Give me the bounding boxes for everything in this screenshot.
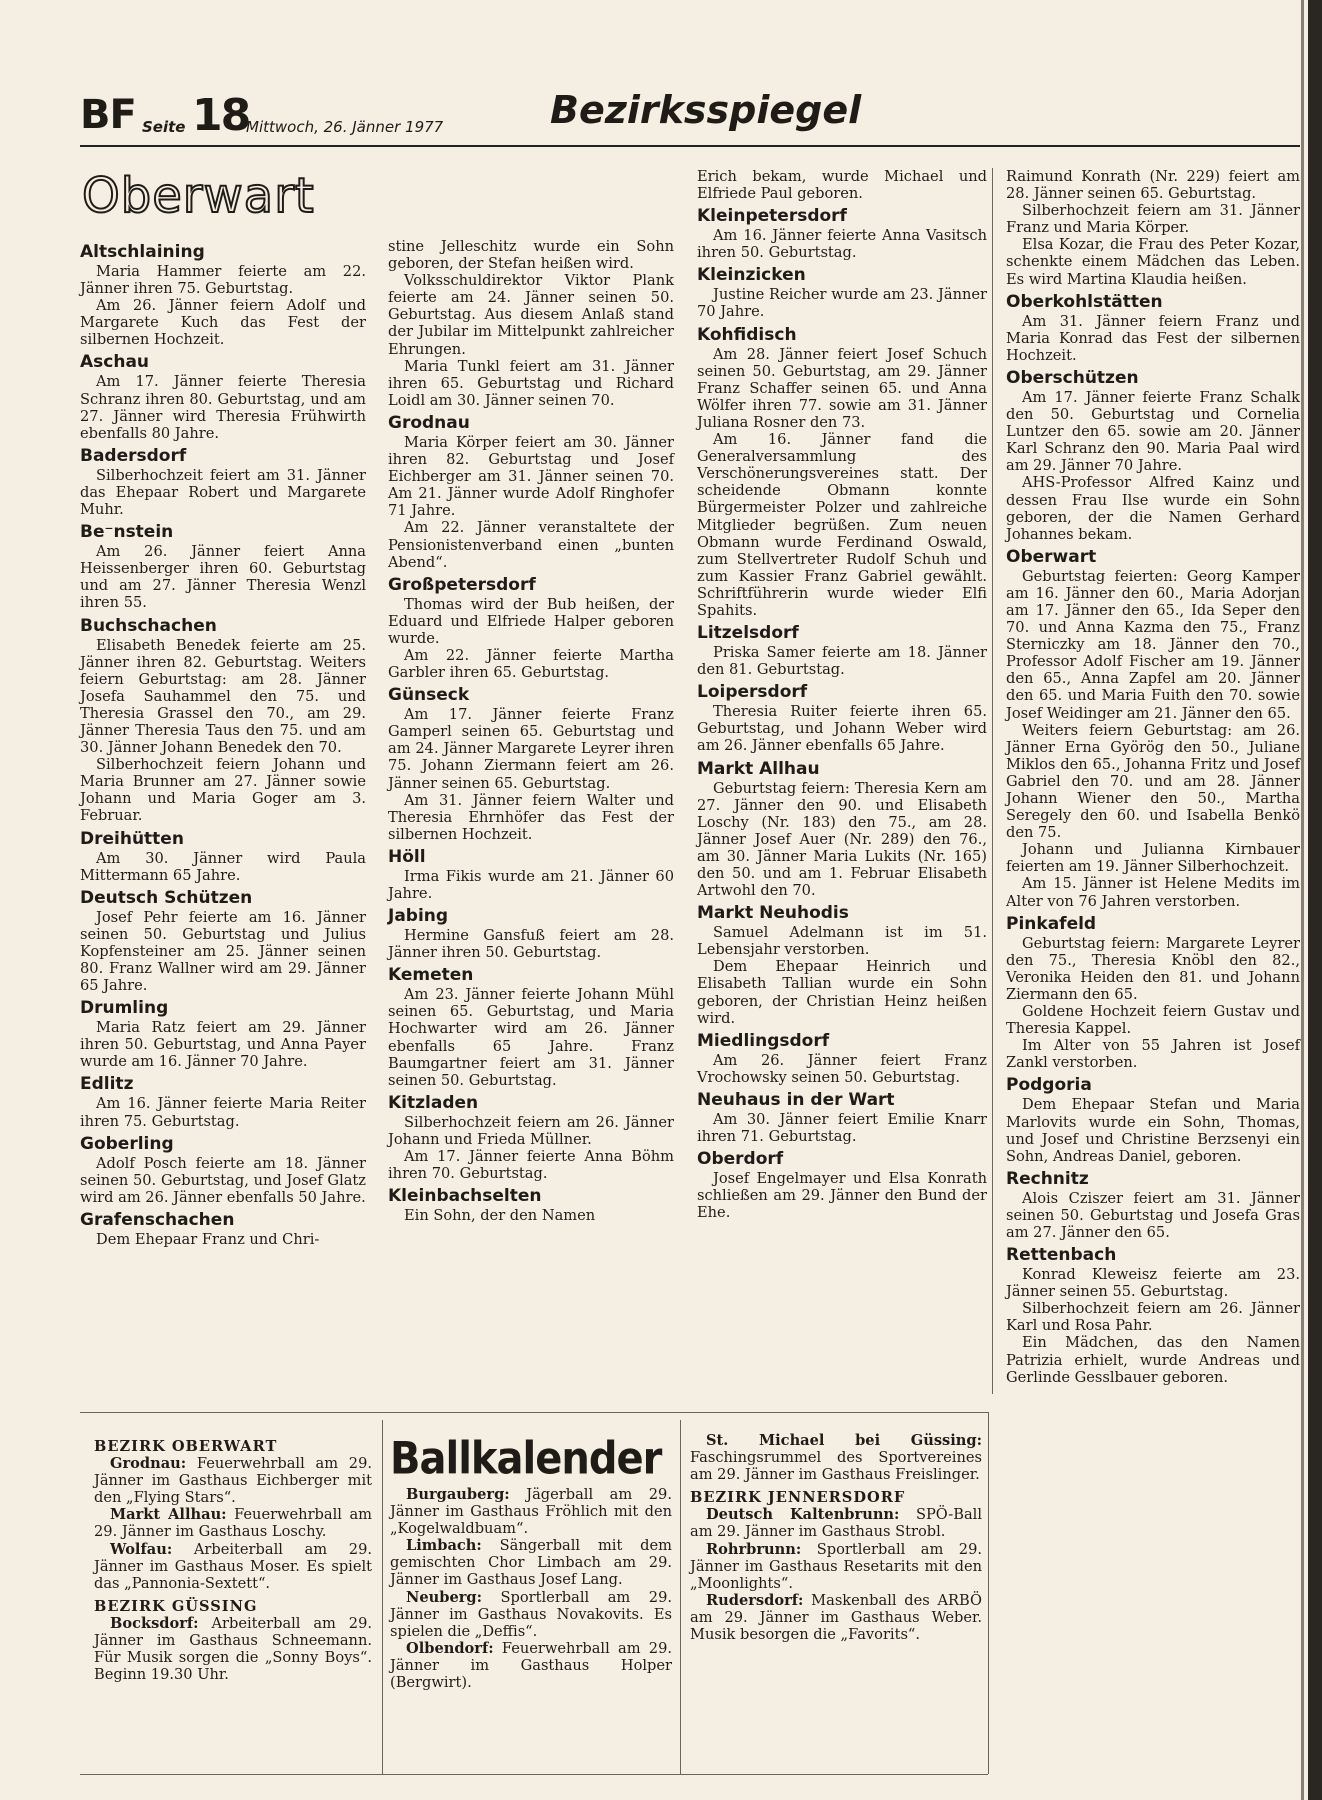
ball-place: Bocksdorf: xyxy=(110,1614,199,1632)
issue-date: Mittwoch, 26. Jänner 1977 xyxy=(246,118,444,136)
news-paragraph: Weiters feiern Geburtstag: am 26. Jänner Erna Györög den 50., Juliane Miklos den 65., Johanna Fritz und Josef Gabriel den 70. und am 28. Jänner Johann Wiener den 50., Martha Seregely den 60. und Isabella Benkö den 75. xyxy=(1006,721,1300,842)
place-heading: Badersdorf xyxy=(80,445,187,466)
news-paragraph: Erich bekam, wurde Michael und Elfriede Paul geboren. xyxy=(697,168,987,203)
news-paragraph: Maria Tunkl feiert am 31. Jänner ihren 65. Geburtstag und Richard Loidl am 30. Jänner seinen 70. xyxy=(388,357,674,409)
place-heading: Aschau xyxy=(80,352,150,373)
place-heading: Günseck xyxy=(388,685,470,706)
box-divider xyxy=(680,1420,681,1775)
news-paragraph: Am 17. Jänner feierte Anna Böhm ihren 70. Geburtstag. xyxy=(388,1148,674,1183)
ball-entry xyxy=(390,1640,672,1691)
place-heading: Pinkafeld xyxy=(1006,913,1097,934)
news-paragraph: Am 17. Jänner feierte Theresia Schranz ihren 80. Geburtstag, und am 27. Jänner wird Theresia Frühwirth ebenfalls 80 Jahre. xyxy=(80,373,366,442)
ball-place: Burgauberg: xyxy=(406,1486,510,1503)
region-title: Oberwart xyxy=(82,168,315,224)
ball-entry xyxy=(690,1506,982,1540)
place-heading: Loipersdorf xyxy=(697,682,808,703)
ball-entry xyxy=(390,1589,672,1640)
place-heading: Markt Neuhodis xyxy=(697,903,849,924)
ballkalender-title: Ballkalender xyxy=(390,1433,662,1485)
place-heading: Be⁻nstein xyxy=(80,522,174,543)
ball-text: Faschingsrummel des Sportvereines am 29. Jänner im Gasthaus Freislinger. xyxy=(690,1449,982,1484)
news-paragraph: Samuel Adelmann ist im 51. Lebensjahr verstorben. xyxy=(697,924,987,959)
place-heading: Grafenschachen xyxy=(80,1209,235,1230)
place-heading: Buchschachen xyxy=(80,615,217,636)
news-paragraph: Am 26. Jänner feiert Anna Heissenberger ihren 60. Geburtstag und am 27. Jänner Theresia Wenzl ihren 55. xyxy=(80,543,366,612)
news-paragraph: Alois Cziszer feiert am 31. Jänner seinen 50. Geburtstag und Josefa Gras am 27. Jänner den 65. xyxy=(1006,1189,1300,1241)
news-paragraph: Josef Engelmayer und Elsa Konrath schließen am 29. Jänner den Bund der Ehe. xyxy=(697,1170,987,1222)
news-paragraph: Volksschuldirektor Viktor Plank feierte am 24. Jänner seinen 50. Geburtstag. Aus diesem Anlaß stand der Jubilar im Mittelpunkt zahlreicher Ehrungen. xyxy=(388,272,674,358)
news-paragraph: Am 31. Jänner feiern Franz und Maria Konrad das Fest der silbernen Hochzeit. xyxy=(1006,312,1300,364)
ballkalender-box-3 xyxy=(690,1432,982,1643)
district-heading: BEZIRK GÜSSING xyxy=(94,1597,258,1615)
news-paragraph: Am 22. Jänner feierte Martha Garbler ihren 65. Geburtstag. xyxy=(388,646,674,682)
news-paragraph: Silberhochzeit feiern am 26. Jänner Karl und Rosa Pahr. xyxy=(1006,1300,1300,1335)
news-paragraph: Josef Pehr feierte am 16. Jänner seinen 50. Geburtstag und Julius Kopfensteiner am 25. Jänner seinen 80. Franz Wallner wird am 29. Jänner 65 Jahre. xyxy=(80,908,366,995)
news-paragraph: Elisabeth Benedek feierte am 25. Jänner ihren 82. Geburtstag. Weiters feiern Geburtstag: am 28. Jänner Josefa Sauhammel den 75. und Theresia Grassel den 70., am 29. Jänner Theresia Taus den 75. und am 30. Jänner Johann Benedek den 70. xyxy=(80,636,366,757)
header-rule xyxy=(80,145,1300,147)
ball-entry xyxy=(94,1615,372,1683)
news-paragraph: Elsa Kozar, die Frau des Peter Kozar, schenkte einem Mädchen das Leben. Es wird Martina Klaudia heißen. xyxy=(1006,236,1300,288)
ball-text: Feuerwehrball am 29. Jänner im Gasthaus Loschy. xyxy=(94,1506,372,1541)
masthead-logo: BF xyxy=(80,92,136,138)
page-edge-shadow xyxy=(1308,0,1322,1800)
news-paragraph: Am 23. Jänner feierte Johann Mühl seinen 65. Geburtstag, und Maria Hochwarter wird am 26. Jänner ebenfalls 65 Jahre. Franz Baumgartner feiert am 31. Jänner seinen 50. Geburtstag. xyxy=(388,986,674,1089)
news-paragraph: AHS-Professor Alfred Kainz und dessen Frau Ilse wurde ein Sohn geboren, der die Namen Gerhard Johannes bekam. xyxy=(1006,474,1300,543)
ball-place: Olbendorf: xyxy=(406,1639,494,1657)
page-header xyxy=(80,88,1300,144)
news-paragraph: Am 28. Jänner feiert Josef Schuch seinen 50. Geburtstag, am 29. Jänner Franz Schaffer seinen 65. und Anna Wölfer ihren 77. sowie am 31. Jänner Juliana Rosner den 73. xyxy=(697,345,987,431)
ball-entry xyxy=(94,1455,372,1506)
ball-entry xyxy=(390,1537,672,1588)
box-divider xyxy=(988,1412,989,1774)
news-paragraph: Am 26. Jänner feiert Franz Vrochowsky seinen 50. Geburtstag. xyxy=(697,1051,987,1086)
news-paragraph: stine Jelleschitz wurde ein Sohn geboren, der Stefan heißen wird. xyxy=(388,238,674,273)
news-paragraph: Silberhochzeit feiern Johann und Maria Brunner am 27. Jänner sowie Johann und Maria Goger am 3. Februar. xyxy=(80,756,366,825)
place-heading: Edlitz xyxy=(80,1074,134,1095)
place-heading: Deutsch Schützen xyxy=(80,887,253,908)
ball-text: Arbeiterball am 29. Jänner im Gasthaus Schneemann. Für Musik sorgen die „Sonny Boys“. Beginn 19.30 Uhr. xyxy=(94,1614,372,1684)
news-paragraph: Dem Ehepaar Heinrich und Elisabeth Tallian wurde ein Sohn geboren, der Christian Heinz heißen wird. xyxy=(697,958,987,1027)
news-paragraph: Am 30. Jänner feiert Emilie Knarr ihren 71. Geburtstag. xyxy=(697,1110,987,1146)
place-heading: Oberschützen xyxy=(1006,367,1139,388)
news-paragraph: Ein Sohn, der den Namen xyxy=(404,1207,596,1225)
ball-text: Arbeiterball am 29. Jänner im Gasthaus Moser. Es spielt das „Pannonia-Sextett“. xyxy=(94,1540,372,1592)
ball-place: Neuberg: xyxy=(406,1588,483,1606)
ballkalender-box-2-entries xyxy=(390,1486,672,1691)
ball-entry xyxy=(94,1506,372,1540)
news-paragraph: Am 16. Jänner feierte Maria Reiter ihren 75. Geburtstag. xyxy=(80,1095,366,1130)
news-paragraph: Johann und Julianna Kirnbauer feierten am 19. Jänner Silberhochzeit. xyxy=(1006,841,1300,876)
ballkalender-box-1 xyxy=(94,1432,372,1683)
place-heading: Höll xyxy=(388,846,426,867)
news-paragraph: Am 17. Jänner feierte Franz Gamperl seinen 65. Geburtstag und am 24. Jänner Margarete Leyrer ihren 75. Johann Ziermann feiert am 26. Jänner seinen 65. Geburtstag. xyxy=(388,706,674,792)
news-paragraph: Geburtstag feierten: Georg Kamper am 16. Jänner den 60., Maria Adorjan am 17. Jänner den 65., Ida Seper den 70. und Anna Kazma den 75., Franz Sterniczky am 18. Jänner den 70., Professor Adolf Fischer am 19. Jänner den 65., Anna Zapfel am 20. Jänner den 65. und Maria Fuith den 70. sowie Josef Weidinger am 21. Jänner den 65. xyxy=(1006,567,1300,722)
place-heading: Goberling xyxy=(80,1133,174,1154)
news-paragraph: Silberhochzeit feiern am 26. Jänner Johann und Frieda Müllner. xyxy=(388,1113,674,1148)
ball-entry xyxy=(690,1432,982,1483)
news-paragraph: Raimund Konrath (Nr. 229) feiert am 28. Jänner seinen 65. Geburtstag. xyxy=(1006,168,1300,203)
news-paragraph: Silberhochzeit feiern am 31. Jänner Franz und Maria Körper. xyxy=(1006,202,1300,237)
news-paragraph: Dem Ehepaar Franz und Chri- xyxy=(96,1230,320,1248)
news-paragraph: Maria Körper feiert am 30. Jänner ihren 82. Geburtstag und Josef Eichberger am 31. Jänner seinen 70. Am 21. Jänner wurde Adolf Ringhofer 71 Jahre. xyxy=(388,433,674,520)
place-heading: Neuhaus in der Wart xyxy=(697,1089,895,1110)
place-heading: Kleinzicken xyxy=(697,265,806,286)
news-paragraph: Maria Hammer feierte am 22. Jänner ihren 75. Geburtstag. xyxy=(80,263,366,298)
ballkalender-box-2 xyxy=(390,1432,672,1691)
place-heading: Kohfidisch xyxy=(697,324,797,345)
news-paragraph: Priska Samer feierte am 18. Jänner den 81. Geburtstag. xyxy=(697,644,987,679)
page-label: Seite xyxy=(142,118,186,136)
ball-entry xyxy=(690,1592,982,1643)
district-heading: BEZIRK OBERWART xyxy=(94,1438,278,1455)
place-heading: Kemeten xyxy=(388,965,474,986)
section-title: Bezirksspiegel xyxy=(550,88,862,132)
news-paragraph: Ein Mädchen, das den Namen Patrizia erhielt, wurde Andreas und Gerlinde Gesslbauer geboren. xyxy=(1006,1334,1300,1386)
news-paragraph: Justine Reicher wurde am 23. Jänner 70 Jahre. xyxy=(697,286,987,321)
ball-place: Grodnau: xyxy=(110,1455,187,1473)
news-paragraph: Geburtstag feiern: Margarete Leyrer den 75., Theresia Knöbl den 82., Veronika Heiden den 81. und Johann Ziermann den 65. xyxy=(1006,934,1300,1003)
place-heading: Oberkohlstätten xyxy=(1006,291,1163,312)
ball-text: Jägerball am 29. Jänner im Gasthaus Fröhlich mit den „Kogelwaldbuam“. xyxy=(390,1486,672,1538)
ball-place: Deutsch Kaltenbrunn: xyxy=(706,1506,900,1524)
news-paragraph: Am 31. Jänner feiern Walter und Theresia Ehrnhöfer das Fest der silbernen Hochzeit. xyxy=(388,791,674,843)
ball-entry xyxy=(94,1541,372,1592)
news-paragraph: Theresia Ruiter feierte ihren 65. Geburtstag, und Johann Weber wird am 26. Jänner ebenfalls 65 Jahre. xyxy=(697,703,987,755)
column-divider xyxy=(992,168,993,1394)
ball-place: Markt Allhau: xyxy=(110,1506,227,1524)
district-heading: BEZIRK JENNERSDORF xyxy=(690,1489,906,1507)
place-heading: Rechnitz xyxy=(1006,1168,1089,1189)
ball-text: Feuerwehrball am 29. Jänner im Gasthaus Holper (Bergwirt). xyxy=(390,1639,672,1692)
place-heading: Markt Allhau xyxy=(697,758,820,779)
news-paragraph: Irma Fikis wurde am 21. Jänner 60 Jahre. xyxy=(388,867,674,902)
news-paragraph: Adolf Posch feierte am 18. Jänner seinen 50. Geburtstag, und Josef Glatz wird am 26. Jänner ebenfalls 50 Jahre. xyxy=(80,1154,366,1206)
place-heading: Miedlingsdorf xyxy=(697,1030,830,1051)
ball-text: Feuerwehrball am 29. Jänner im Gasthaus Eichberger mit den „Flying Stars“. xyxy=(94,1455,372,1507)
news-paragraph: Am 16. Jänner fand die Generalversammlung des Verschönerungsvereines statt. Der scheidende Obmann konnte Bürgermeister Polzer und zahlreiche Mitglieder begrüßen. Zum neuen Obmann wurde Ferdinand Oswald, zum Stellvertreter Rudolf Schuh und zum Kassier Franz Gabriel gewählt. Schriftführerin wurde wieder Elfi Spahits. xyxy=(697,431,987,619)
place-heading: Grodnau xyxy=(388,412,470,433)
news-paragraph: Am 16. Jänner feierte Anna Vasitsch ihren 50. Geburtstag. xyxy=(697,227,987,262)
news-paragraph: Am 30. Jänner wird Paula Mittermann 65 Jahre. xyxy=(80,849,366,884)
column-1 xyxy=(80,238,366,1248)
ball-text: Sportlerball am 29. Jänner im Gasthaus Novakovits. Es spielen die „Deffis“. xyxy=(390,1588,672,1640)
news-paragraph: Goldene Hochzeit feiern Gustav und Theresia Kappel. xyxy=(1006,1003,1300,1038)
box-divider xyxy=(382,1420,383,1775)
news-paragraph: Thomas wird der Bub heißen, der Eduard und Elfriede Halper geboren wurde. xyxy=(388,595,674,647)
place-heading: Oberwart xyxy=(1006,546,1097,567)
news-paragraph: Am 15. Jänner ist Helene Medits im Alter von 76 Jahren verstorben. xyxy=(1006,875,1300,910)
place-heading: Oberdorf xyxy=(697,1149,784,1170)
place-heading: Rettenbach xyxy=(1006,1245,1117,1266)
place-heading: Kleinpetersdorf xyxy=(697,206,847,227)
ball-entry xyxy=(390,1486,672,1537)
place-heading: Altschlaining xyxy=(80,242,205,262)
news-paragraph: Dem Ehepaar Stefan und Maria Marlovits wurde ein Sohn, Thomas, und Josef und Christine Berzsenyi ein Sohn, Andreas Daniel, geboren. xyxy=(1006,1096,1300,1165)
news-paragraph: Silberhochzeit feiert am 31. Jänner das Ehepaar Robert und Margarete Muhr. xyxy=(80,466,366,519)
column-2 xyxy=(388,238,674,1224)
ball-entry xyxy=(690,1541,982,1592)
place-heading: Großpetersdorf xyxy=(388,574,536,595)
ball-text: Sportlerball am 29. Jänner im Gasthaus Resetarits mit den „Moonlights“. xyxy=(690,1540,982,1592)
ball-text: SPÖ-Ball am 29. Jänner im Gasthaus Strobl. xyxy=(690,1506,982,1541)
place-heading: Jabing xyxy=(388,906,449,927)
news-paragraph: Konrad Kleweisz feierte am 23. Jänner seinen 55. Geburtstag. xyxy=(1006,1266,1300,1301)
column-3 xyxy=(697,168,987,1221)
news-paragraph: Am 22. Jänner veranstaltete der Pensionistenverband einen „bunten Abend“. xyxy=(388,519,674,571)
news-paragraph: Hermine Gansfuß feiert am 28. Jänner ihren 50. Geburtstag. xyxy=(388,927,674,962)
place-heading: Dreihütten xyxy=(80,828,184,849)
place-heading: Drumling xyxy=(80,998,169,1019)
news-paragraph: Am 26. Jänner feiern Adolf und Margarete Kuch das Fest der silbernen Hochzeit. xyxy=(80,297,366,349)
place-heading: Kitzladen xyxy=(388,1092,479,1113)
place-heading: Podgoria xyxy=(1006,1075,1092,1096)
news-paragraph: Im Alter von 55 Jahren ist Josef Zankl verstorben. xyxy=(1006,1037,1300,1072)
ball-text: Sängerball mit dem gemischten Chor Limbach am 29. Jänner im Gasthaus Josef Lang. xyxy=(390,1537,672,1589)
place-heading: Kleinbachselten xyxy=(388,1186,542,1207)
column-4 xyxy=(1006,168,1300,1386)
ball-place: Wolfau: xyxy=(110,1540,173,1558)
ball-place: Limbach: xyxy=(406,1537,482,1555)
page-number: 18 xyxy=(192,90,250,141)
ball-text: Maskenball des ARBÖ am 29. Jänner im Gasthaus Weber. Musik besorgen die „Favorits“. xyxy=(690,1591,982,1644)
box-top-rule xyxy=(80,1412,988,1413)
news-paragraph: Am 17. Jänner feierte Franz Schalk den 50. Geburtstag und Cornelia Luntzer den 65. sowie am 20. Jänner Karl Schranz den 90. Maria Paal wird am 29. Jänner 70 Jahre. xyxy=(1006,388,1300,475)
box-bottom-rule xyxy=(80,1774,988,1775)
news-paragraph: Maria Ratz feiert am 29. Jänner ihren 50. Geburtstag, und Anna Payer wurde am 16. Jänner 70 Jahre. xyxy=(80,1019,366,1071)
ball-place: Rudersdorf: xyxy=(706,1591,804,1609)
ball-place: St. Michael bei Güssing: xyxy=(706,1432,982,1449)
page-edge-line xyxy=(1301,0,1304,1800)
news-paragraph: Geburtstag feiern: Theresia Kern am 27. Jänner den 90. und Elisabeth Loschy (Nr. 183) den 75., am 28. Jänner Josef Auer (Nr. 289) den 76., am 30. Jänner Maria Lukits (Nr. 165) den 50. und am 1. Februar Elisabeth Artwohl den 70. xyxy=(697,779,987,900)
place-heading: Litzelsdorf xyxy=(697,623,799,644)
ball-place: Rohrbrunn: xyxy=(706,1540,802,1558)
